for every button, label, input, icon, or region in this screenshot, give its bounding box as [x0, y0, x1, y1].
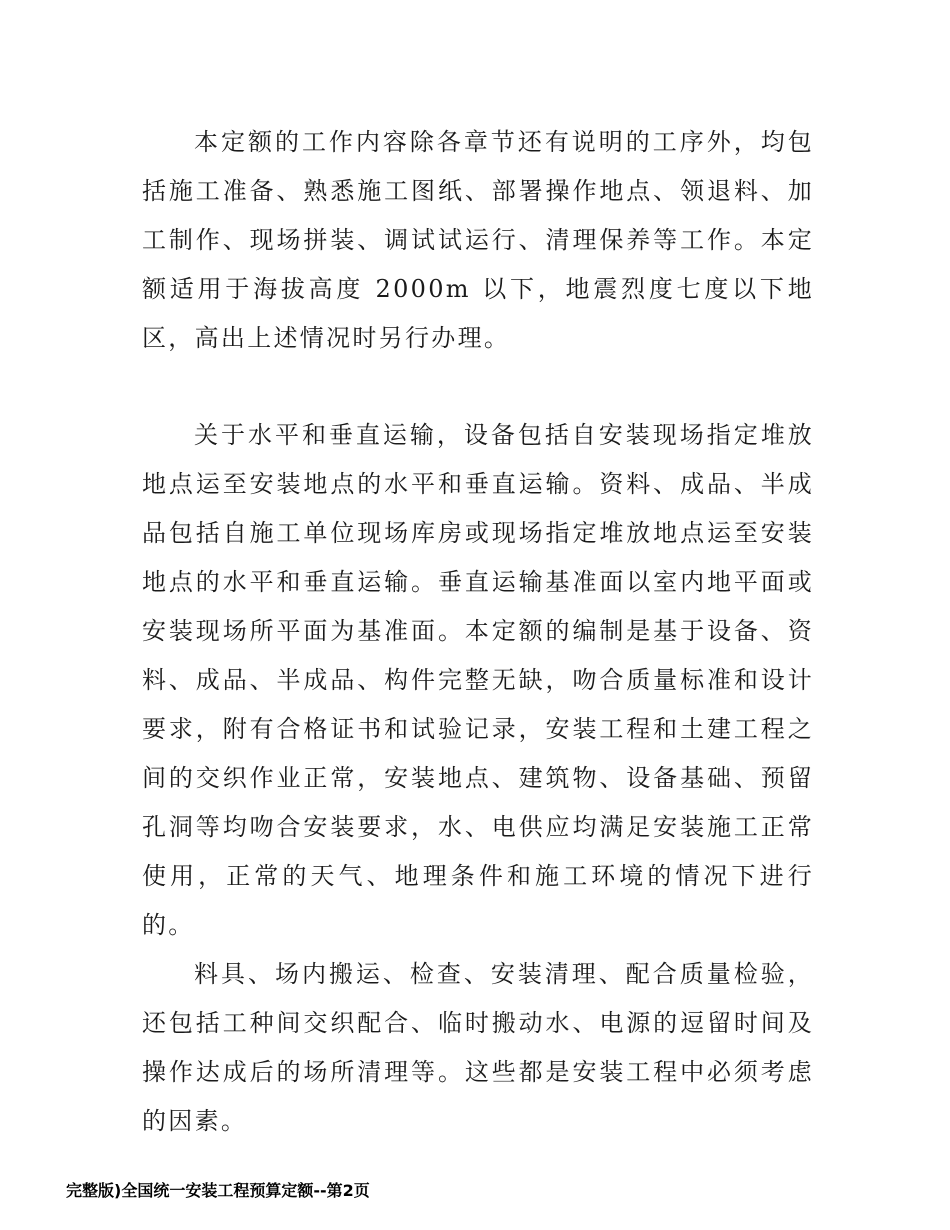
page-footer: 完整版)全国统一安装工程预算定额--第2页 [66, 1181, 370, 1200]
paragraph-transport: 关于水平和垂直运输，设备包括自安装现场指定堆放地点运至安装地点的水平和垂直运输。资料、成品、半成品包括自施工单位现场库房或现场指定堆放地点运至安装地点的水平和垂直运输。垂直运输基准面以室内地平面或安装现场所平面为基准面。本定额的编制是基于设备、资料、成品、半成品、构件完整无缺，吻合质量标准和设计要求，附有合格证书和试验记录，安装工程和土建工程之间的交织作业正常，安装地点、建筑物、设备基础、预留孔洞等均吻合安装要求，水、电供应均满足安装施工正常使用，正常的天气、地理条件和施工环境的情况下进行的。 [142, 421, 814, 939]
document-body [142, 118, 814, 1146]
paragraph-work-content: 本定额的工作内容除各章节还有说明的工序外，均包括施工准备、熟悉施工图纸、部署操作地点、领退料、加工制作、现场拼装、调试试运行、清理保养等工作。本定额适用于海拔高度 2000m 以下，地震烈度七度以下地区，高出上述情况时另行办理。 [142, 128, 814, 352]
paragraph-materials-handling: 料具、场内搬运、检查、安装清理、配合质量检验，还包括工种间交织配合、临时搬动水、电源的逗留时间及操作达成后的场所清理等。这些都是安装工程中必须考虑的因素。 [142, 960, 814, 1135]
